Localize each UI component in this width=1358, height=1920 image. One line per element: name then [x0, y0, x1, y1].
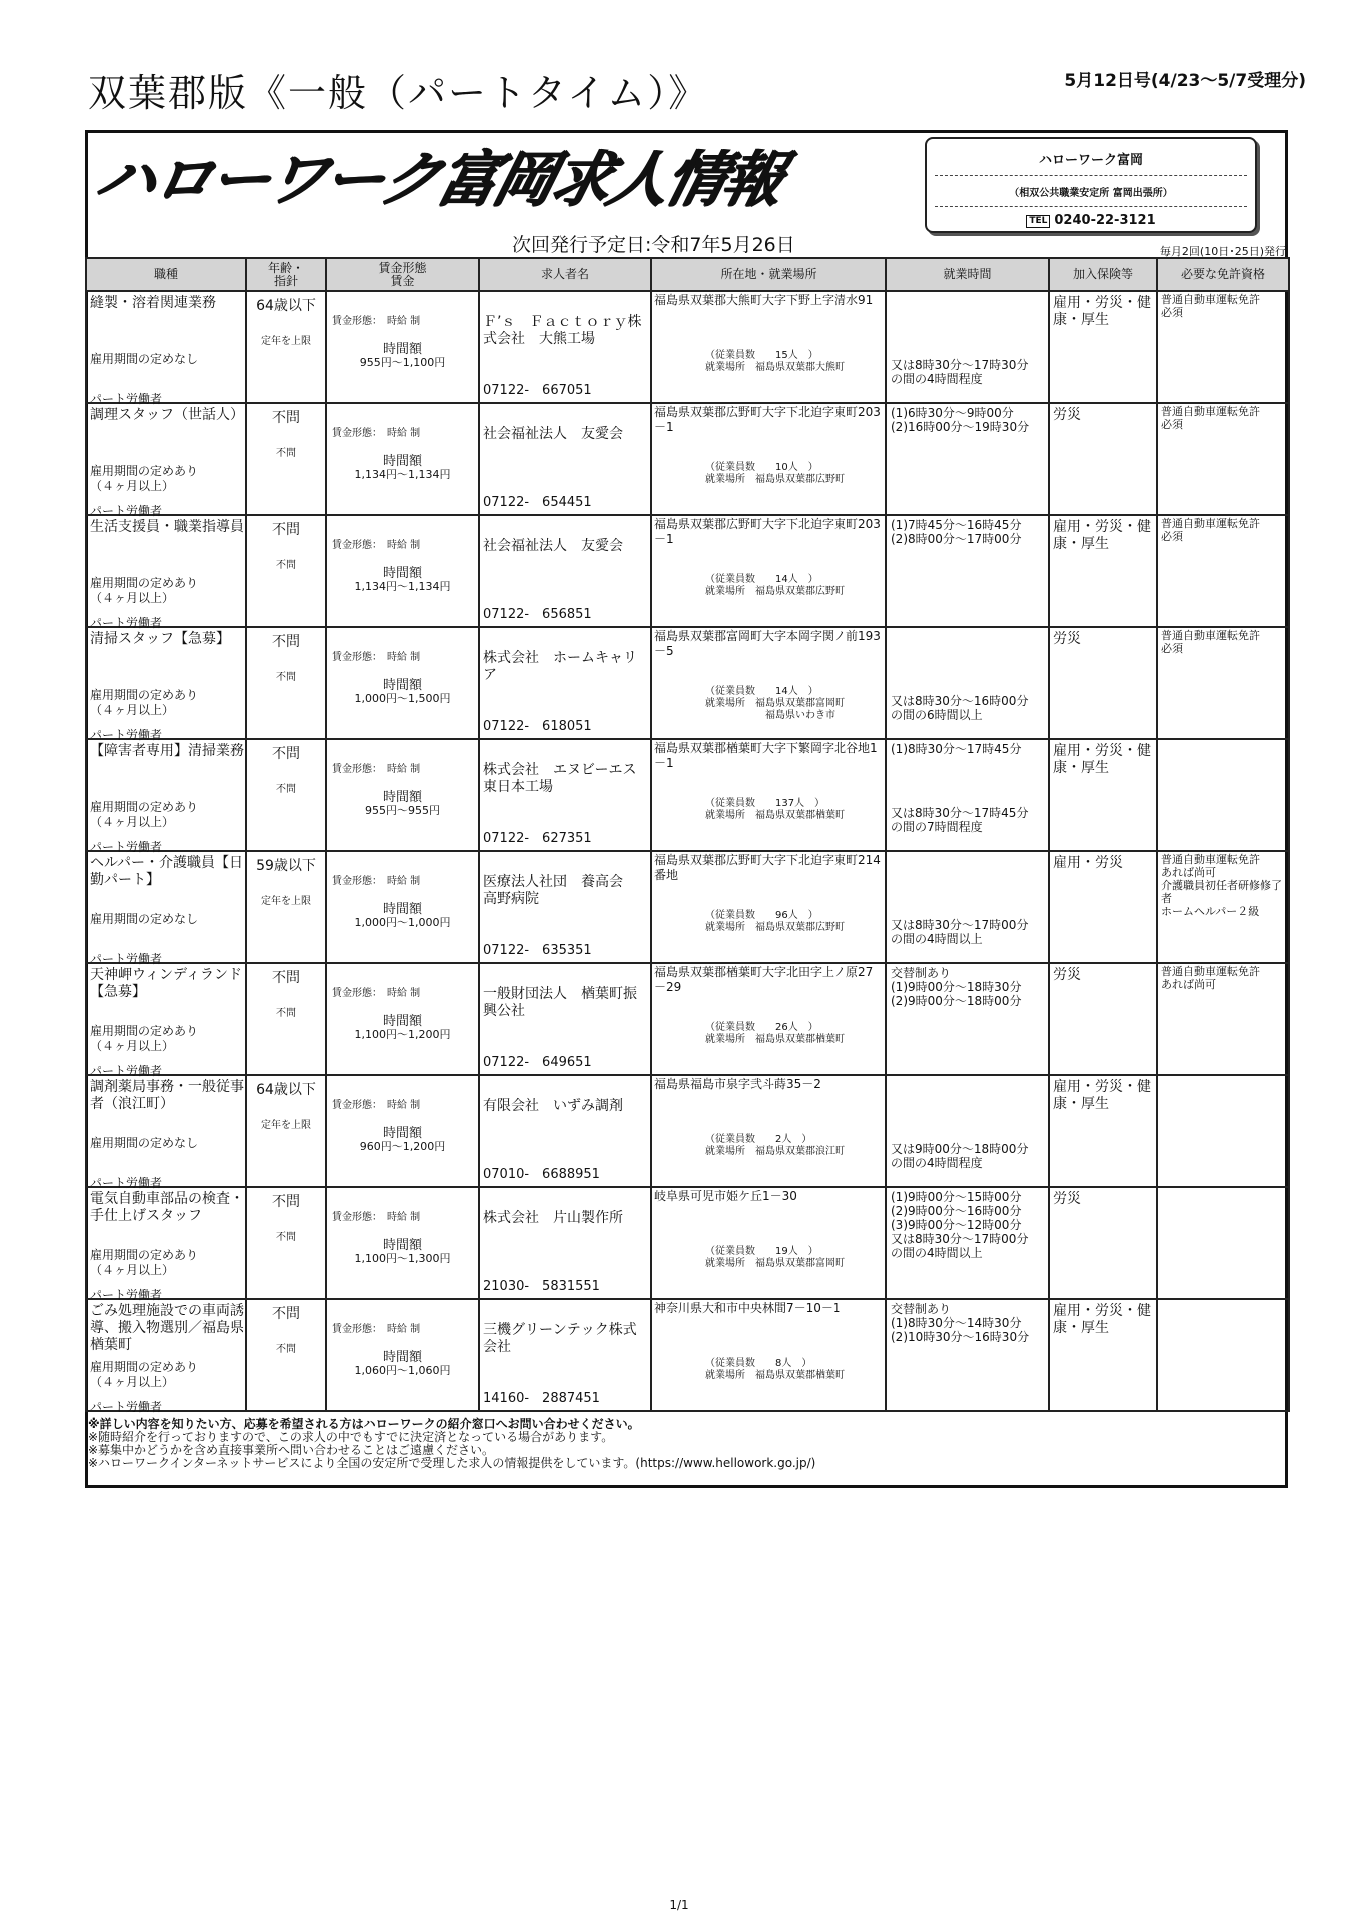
license-requirement: 普通自動車運転免許 あれば尚可 — [1161, 965, 1260, 991]
job-title: ヘルパー・介護職員【日勤パート】 — [90, 855, 244, 888]
cell-employer — [479, 1075, 651, 1187]
cell-employer — [479, 739, 651, 851]
wage-type: 賃金形態： 時給 制 — [332, 540, 421, 551]
office-box — [925, 137, 1257, 233]
location-address: 福島県福島市泉字弐斗蒔35－2 — [654, 1077, 821, 1091]
hours-range: 又は9時00分～18時00分 の間の4時間程度 — [891, 1142, 1029, 1170]
workplace: 就業場所 福島県双葉郡楢葉町 — [705, 1370, 845, 1381]
wage-type: 賃金形態： 時給 制 — [332, 988, 421, 999]
cell-age — [246, 403, 326, 515]
age-note: 定年を上限 — [261, 336, 311, 347]
age-note: 不問 — [276, 560, 296, 571]
table-row — [86, 403, 1289, 515]
table-row — [86, 515, 1289, 627]
workplace: 就業場所 福島県双葉郡富岡町 — [705, 698, 845, 709]
location-address: 福島県双葉郡広野町大字下北迫字東町203－1 — [654, 517, 881, 546]
license-requirement: 普通自動車運転免許 必須 — [1161, 629, 1260, 655]
cell-license — [1157, 291, 1289, 403]
insurance: 労災 — [1053, 1191, 1081, 1207]
employer-name: 株式会社 エヌビーエス 東日本工場 — [483, 762, 651, 795]
job-title: ごみ処理施設での車両誘導、搬入物選別／福島県楢葉町 — [90, 1303, 244, 1353]
cell-age — [246, 739, 326, 851]
employer-number: 07122- 627351 — [483, 831, 592, 846]
col-header-license: 必要な免許資格 — [1157, 258, 1289, 291]
workplace: 就業場所 福島県双葉郡広野町 — [705, 586, 845, 597]
cell-job — [86, 851, 246, 966]
cell-employer — [479, 403, 651, 515]
age-note: 定年を上限 — [261, 1120, 311, 1131]
part-worker-label: パート労働者 — [90, 392, 163, 406]
employment-period: 雇用期間の定めなし — [90, 1136, 199, 1150]
employee-count: （従業員数 8人 ） — [705, 1358, 812, 1369]
age-note: 定年を上限 — [261, 896, 311, 907]
hours-schedule: 交替制あり (1)9時00分～18時30分 (2)9時00分～18時00分 — [891, 966, 1022, 1008]
employer-name: 一般財団法人 楢葉町振興公社 — [483, 986, 637, 1019]
wage-range: 1,134円～1,134円 — [354, 468, 451, 481]
cell-location — [651, 403, 886, 515]
cell-job — [86, 963, 246, 1078]
cell-license — [1157, 403, 1289, 515]
office-tel — [927, 213, 1255, 228]
cell-hours — [886, 739, 1049, 851]
insurance: 雇用・労災・健康・厚生 — [1053, 1079, 1151, 1112]
wage-type: 賃金形態： 時給 制 — [332, 1324, 421, 1335]
cell-insurance — [1049, 627, 1157, 739]
page-number: 1/1 — [669, 1898, 689, 1912]
workplace: 就業場所 福島県双葉郡広野町 — [705, 474, 845, 485]
wage-range: 955円～955円 — [365, 804, 440, 817]
employment-period: 雇用期間の定めあり （４ヶ月以上） — [90, 1360, 199, 1389]
cell-location — [651, 739, 886, 851]
cell-age — [246, 515, 326, 627]
employee-count: （従業員数 10人 ） — [705, 462, 818, 473]
employee-count: （従業員数 96人 ） — [705, 910, 818, 921]
age-limit: 64歳以下 — [256, 298, 316, 314]
employer-number: 07122- 618051 — [483, 719, 592, 734]
edition-title: 双葉郡版《一般（パートタイム）》 — [88, 71, 709, 115]
employment-period: 雇用期間の定めなし — [90, 352, 199, 366]
table-row — [86, 1075, 1289, 1187]
wage-type: 賃金形態： 時給 制 — [332, 316, 421, 327]
age-limit: 不問 — [272, 1194, 300, 1210]
employer-name: 社会福祉法人 友愛会 — [483, 426, 623, 442]
cell-age — [246, 627, 326, 739]
cell-employer — [479, 851, 651, 963]
job-title: 調剤薬局事務・一般従事者（浪江町） — [90, 1079, 244, 1112]
office-sub: （相双公共職業安定所 富岡出張所） — [1009, 188, 1173, 199]
workplace: 就業場所 福島県双葉郡浪江町 — [705, 1146, 845, 1157]
insurance: 雇用・労災・健康・厚生 — [1053, 295, 1151, 328]
age-note: 不問 — [276, 1008, 296, 1019]
wage-range: 1,100円～1,300円 — [354, 1252, 451, 1265]
hours-schedule: (1)7時45分～16時45分 (2)8時00分～17時00分 — [891, 518, 1022, 546]
cell-license — [1157, 963, 1289, 1075]
wage-type: 賃金形態： 時給 制 — [332, 428, 421, 439]
table-row — [86, 1299, 1289, 1411]
employer-number: 14160- 2887451 — [483, 1391, 600, 1406]
cell-hours — [886, 851, 1049, 963]
cell-hours — [886, 963, 1049, 1075]
office-name: ハローワーク富岡 — [1038, 153, 1143, 168]
age-limit: 64歳以下 — [256, 1082, 316, 1098]
employer-number: 07122- 635351 — [483, 943, 592, 958]
cell-insurance — [1049, 1299, 1157, 1411]
wage-range: 955円～1,100円 — [359, 356, 446, 369]
wage-range: 1,060円～1,060円 — [354, 1364, 451, 1377]
cell-employer — [479, 515, 651, 627]
employee-count: （従業員数 137人 ） — [705, 798, 825, 809]
part-worker-label: パート労働者 — [90, 1176, 163, 1190]
location-address: 福島県双葉郡大熊町大字下野上字清水91 — [654, 293, 874, 307]
cell-location — [651, 291, 886, 403]
insurance: 労災 — [1053, 407, 1081, 423]
wage-label: 時間額 — [382, 1238, 422, 1253]
cell-wage — [326, 1075, 479, 1187]
employer-number: 07010- 6688951 — [483, 1167, 600, 1182]
cell-location — [651, 963, 886, 1075]
workplace: 就業場所 福島県双葉郡富岡町 — [705, 1258, 845, 1269]
age-limit: 不問 — [272, 410, 300, 426]
cell-insurance — [1049, 1187, 1157, 1299]
table-row — [86, 851, 1289, 963]
employee-count: （従業員数 14人 ） — [705, 686, 818, 697]
age-note: 不問 — [276, 1344, 296, 1355]
cell-job — [86, 627, 246, 742]
part-worker-label: パート労働者 — [90, 1400, 163, 1414]
employer-name: 社会福祉法人 友愛会 — [483, 538, 623, 554]
table-row — [86, 739, 1289, 851]
cell-insurance — [1049, 851, 1157, 963]
cell-hours — [886, 1075, 1049, 1187]
wage-type: 賃金形態： 時給 制 — [332, 1212, 421, 1223]
wage-label: 時間額 — [382, 342, 422, 357]
employment-period: 雇用期間の定めあり （４ヶ月以上） — [90, 576, 199, 605]
employer-number: 07122- 667051 — [483, 383, 592, 398]
hours-schedule: (1)6時30分～9時00分 (2)16時00分～19時30分 — [891, 406, 1030, 434]
wage-label: 時間額 — [382, 1350, 422, 1365]
cell-age — [246, 291, 326, 403]
cell-hours — [886, 1187, 1049, 1299]
cell-wage — [326, 851, 479, 963]
cell-hours — [886, 515, 1049, 627]
employer-name: 有限会社 いずみ調剤 — [483, 1098, 623, 1114]
office-tel-number: 0240-22-3121 — [1054, 213, 1156, 228]
location-address: 福島県双葉郡広野町大字下北迫字東町203－1 — [654, 405, 881, 434]
cell-job — [86, 1187, 246, 1302]
col-header-insurance: 加入保険等 — [1049, 258, 1157, 291]
table-header-row — [86, 258, 1289, 291]
insurance: 雇用・労災・健康・厚生 — [1053, 519, 1151, 552]
employment-period: 雇用期間の定めあり （４ヶ月以上） — [90, 800, 199, 829]
wage-type: 賃金形態： 時給 制 — [332, 876, 421, 887]
cell-wage — [326, 627, 479, 739]
note-line: ※募集中かどうかを含め直接事業所へ問い合わせることはご遠慮ください。 — [88, 1443, 495, 1457]
cell-job — [86, 739, 246, 854]
cell-location — [651, 1075, 886, 1187]
next-issue-date: 次回発行予定日:令和7年5月26日 — [512, 234, 795, 256]
employment-period: 雇用期間の定めあり （４ヶ月以上） — [90, 464, 199, 493]
cell-employer — [479, 1299, 651, 1411]
employer-number: 07122- 649651 — [483, 1055, 592, 1070]
cell-license — [1157, 739, 1289, 851]
wage-label: 時間額 — [382, 1126, 422, 1141]
employer-name: 株式会社 ホームキャリア — [483, 650, 637, 683]
hours-schedule: (1)9時00分～15時00分 (2)9時00分～16時00分 (3)9時00分～12時00分 又は8時30分～17時00分 の間の4時間以上 — [891, 1190, 1029, 1260]
cell-job — [86, 515, 246, 630]
cell-location — [651, 851, 886, 963]
phone-icon: TEL — [1026, 215, 1050, 228]
employment-period: 雇用期間の定めなし — [90, 912, 199, 926]
cell-age — [246, 1075, 326, 1187]
cell-hours — [886, 291, 1049, 403]
cell-wage — [326, 515, 479, 627]
cell-employer — [479, 963, 651, 1075]
col-header-employer: 求人者名 — [479, 258, 651, 291]
employee-count: （従業員数 15人 ） — [705, 350, 818, 361]
employer-name: 株式会社 片山製作所 — [483, 1210, 623, 1226]
hours-range: 又は8時30分～17時30分 の間の4時間程度 — [891, 358, 1029, 386]
workplace: 就業場所 福島県双葉郡楢葉町 — [705, 1034, 845, 1045]
cell-license — [1157, 1299, 1289, 1411]
employment-period: 雇用期間の定めあり （４ヶ月以上） — [90, 1024, 199, 1053]
cell-wage — [326, 291, 479, 403]
cell-employer — [479, 291, 651, 403]
age-limit: 59歳以下 — [256, 858, 316, 874]
cell-wage — [326, 1299, 479, 1411]
job-title: 生活支援員・職業指導員 — [90, 519, 244, 535]
hours-range: 又は8時30分～16時00分 の間の6時間以上 — [891, 694, 1029, 722]
col-header-job: 職種 — [86, 258, 246, 291]
cell-age — [246, 851, 326, 963]
table-row — [86, 1187, 1289, 1299]
cell-location — [651, 1299, 886, 1411]
hours-schedule: 交替制あり (1)8時30分～14時30分 (2)10時30分～16時30分 — [891, 1302, 1030, 1344]
age-note: 不問 — [276, 672, 296, 683]
workplace: 就業場所 福島県双葉郡広野町 — [705, 922, 845, 933]
cell-insurance — [1049, 739, 1157, 851]
wage-range: 1,000円～1,000円 — [354, 916, 451, 929]
part-worker-label: パート労働者 — [90, 1288, 163, 1302]
cell-insurance — [1049, 291, 1157, 403]
license-requirement: 普通自動車運転免許 あれば尚可 介護職員初任者研修修了者 ホームヘルパー２級 — [1161, 853, 1282, 918]
employment-period: 雇用期間の定めあり （４ヶ月以上） — [90, 1248, 199, 1277]
workplace: 就業場所 福島県双葉郡大熊町 — [705, 362, 845, 373]
insurance: 雇用・労災 — [1053, 855, 1123, 871]
employment-period: 雇用期間の定めあり （４ヶ月以上） — [90, 688, 199, 717]
employee-count: （従業員数 2人 ） — [705, 1134, 812, 1145]
table-row — [86, 291, 1289, 403]
cell-employer — [479, 1187, 651, 1299]
cell-location — [651, 515, 886, 627]
cell-age — [246, 1299, 326, 1411]
wage-type: 賃金形態： 時給 制 — [332, 764, 421, 775]
location-address: 岐阜県可児市姫ケ丘1－30 — [654, 1189, 797, 1203]
notes — [88, 1418, 815, 1470]
workplace: 就業場所 福島県双葉郡楢葉町 — [705, 810, 845, 821]
employer-number: 07122- 654451 — [483, 495, 592, 510]
cell-insurance — [1049, 963, 1157, 1075]
wage-label: 時間額 — [382, 566, 422, 581]
employee-count: （従業員数 26人 ） — [705, 1022, 818, 1033]
location-address: 福島県双葉郡楢葉町大字北田字上ノ原27－29 — [654, 965, 874, 994]
wage-label: 時間額 — [382, 902, 422, 917]
age-limit: 不問 — [272, 970, 300, 986]
employer-name: Ｆ’ｓ Ｆａｃｔｏｒｙ株式会社 大熊工場 — [483, 314, 642, 347]
cell-wage — [326, 963, 479, 1075]
hours-schedule: (1)8時30分～17時45分 — [891, 742, 1022, 756]
wage-range: 1,134円～1,134円 — [354, 580, 451, 593]
employer-name: 三機グリーンテック株式会社 — [483, 1322, 637, 1355]
license-requirement: 普通自動車運転免許 必須 — [1161, 405, 1260, 431]
cell-license — [1157, 1187, 1289, 1299]
wage-label: 時間額 — [382, 1014, 422, 1029]
job-table — [85, 257, 1290, 1412]
note-line: ※詳しい内容を知りたい方、応募を希望される方はハローワークの紹介窓口へお問い合わせください。 — [88, 1417, 640, 1431]
job-title: 調理スタッフ（世話人） — [90, 407, 244, 423]
col-header-hours: 就業時間 — [886, 258, 1049, 291]
cell-insurance — [1049, 403, 1157, 515]
location-address: 福島県双葉郡楢葉町大字下繁岡字北谷地1－1 — [654, 741, 878, 770]
cell-hours — [886, 403, 1049, 515]
part-worker-label: パート労働者 — [90, 1064, 163, 1078]
wage-range: 1,100円～1,200円 — [354, 1028, 451, 1041]
wage-type: 賃金形態： 時給 制 — [332, 1100, 421, 1111]
age-limit: 不問 — [272, 522, 300, 538]
cell-hours — [886, 1299, 1049, 1411]
workplace-extra: 福島県いわき市 — [765, 710, 835, 721]
note-line: ※随時紹介を行っておりますので、この求人の中でもすでに決定済となっている場合があります。 — [88, 1430, 614, 1444]
cell-job — [86, 291, 246, 406]
age-limit: 不問 — [272, 746, 300, 762]
table-row — [86, 627, 1289, 739]
employer-name: 医療法人社団 養高会 高野病院 — [483, 874, 637, 907]
part-worker-label: パート労働者 — [90, 504, 163, 518]
cell-job — [86, 1299, 246, 1414]
location-address: 福島県双葉郡富岡町大字本岡字関ノ前193－5 — [654, 629, 881, 658]
employee-count: （従業員数 19人 ） — [705, 1246, 818, 1257]
cell-license — [1157, 627, 1289, 739]
age-limit: 不問 — [272, 634, 300, 650]
insurance: 労災 — [1053, 967, 1081, 983]
job-title: 縫製・溶着関連業務 — [90, 295, 216, 311]
employee-count: （従業員数 14人 ） — [705, 574, 818, 585]
employer-number: 21030- 5831551 — [483, 1279, 600, 1294]
cell-age — [246, 1187, 326, 1299]
col-header-wage: 賃金形態 賃金 — [326, 258, 479, 291]
cell-wage — [326, 403, 479, 515]
location-address: 福島県双葉郡広野町大字下北迫字東町214番地 — [654, 853, 881, 882]
license-requirement: 普通自動車運転免許 必須 — [1161, 517, 1260, 543]
age-note: 不問 — [276, 784, 296, 795]
cell-license — [1157, 851, 1289, 963]
cell-job — [86, 403, 246, 518]
wage-range: 960円～1,200円 — [359, 1140, 446, 1153]
insurance: 雇用・労災・健康・厚生 — [1053, 743, 1151, 776]
cell-job — [86, 1075, 246, 1190]
divider — [935, 206, 1247, 207]
insurance: 労災 — [1053, 631, 1081, 647]
insurance: 雇用・労災・健康・厚生 — [1053, 1303, 1151, 1336]
cell-age — [246, 963, 326, 1075]
age-note: 不問 — [276, 1232, 296, 1243]
wage-type: 賃金形態： 時給 制 — [332, 652, 421, 663]
hours-range: 又は8時30分～17時45分 の間の7時間程度 — [891, 806, 1029, 834]
table-row — [86, 963, 1289, 1075]
wage-range: 1,000円～1,500円 — [354, 692, 451, 705]
publication-frequency: 毎月2回(10日･25日)発行 — [1159, 245, 1286, 258]
cell-hours — [886, 627, 1049, 739]
license-requirement: 普通自動車運転免許 必須 — [1161, 293, 1260, 319]
wage-label: 時間額 — [382, 678, 422, 693]
cell-wage — [326, 1187, 479, 1299]
note-line: ※ハローワークインターネットサービスにより全国の安定所で受理した求人の情報提供をしています。(https://www.hellowork.go.jp/) — [88, 1456, 816, 1470]
wage-label: 時間額 — [382, 454, 422, 469]
location-address: 神奈川県大和市中央林間7－10－1 — [654, 1301, 841, 1315]
wage-label: 時間額 — [382, 790, 422, 805]
job-title: 【障害者専用】清掃業務 — [90, 743, 244, 759]
job-title: 清掃スタッフ【急募】 — [90, 631, 230, 647]
hours-range: 又は8時30分～17時00分 の間の4時間以上 — [891, 918, 1029, 946]
col-header-location: 所在地・就業場所 — [651, 258, 886, 291]
cell-insurance — [1049, 515, 1157, 627]
part-worker-label: パート労働者 — [90, 840, 163, 854]
job-title: 電気自動車部品の検査・手仕上げスタッフ — [90, 1191, 244, 1224]
divider — [935, 175, 1247, 176]
issue-label: 5月12日号(4/23～5/7受理分) — [1064, 71, 1306, 91]
job-title: 天神岬ウィンディランド【急募】 — [90, 967, 243, 1000]
logo-title: ハローワーク富岡求人情報 — [86, 145, 789, 215]
part-worker-label: パート労働者 — [90, 952, 163, 966]
cell-employer — [479, 627, 651, 739]
cell-location — [651, 627, 886, 739]
cell-license — [1157, 515, 1289, 627]
part-worker-label: パート労働者 — [90, 616, 163, 630]
cell-license — [1157, 1075, 1289, 1187]
age-limit: 不問 — [272, 1306, 300, 1322]
employer-number: 07122- 656851 — [483, 607, 592, 622]
cell-location — [651, 1187, 886, 1299]
cell-insurance — [1049, 1075, 1157, 1187]
age-note: 不問 — [276, 448, 296, 459]
part-worker-label: パート労働者 — [90, 728, 163, 742]
col-header-age: 年齢・ 指針 — [246, 258, 326, 291]
cell-wage — [326, 739, 479, 851]
